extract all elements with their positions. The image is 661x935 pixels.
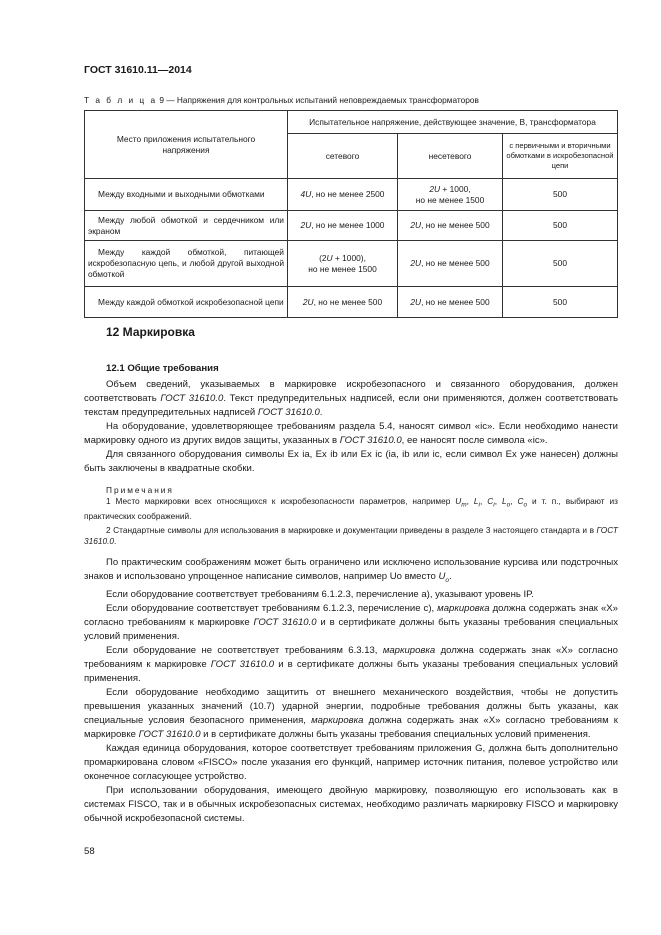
paragraph: Если оборудование необходимо защитить от внешнего механического воздействия, чтобы не допустить превышения указанных значений (10.7) ударной энергии, подробные требования должны быть указаны, как специальные условия безопасного применения, маркировка должна содержать знак «X» согласно требованиям к маркировке ГОСТ 31610.0 и в сертификате должны быть указаны требования специальных условий применения. [84,686,618,740]
row-is-value: 500 [503,179,618,211]
row-mains-value: 2U, но не менее 500 [288,287,398,318]
table-row [85,179,618,211]
paragraph: На оборудование, удовлетворяющее требованиям раздела 5.4, наносят символ «ic». Если необходимо нанести маркировку одного из других видов защиты, указанных в ГОСТ 31610.0, ее наносят после символа «ic». [84,421,618,446]
paragraph: Каждая единица оборудования, которое соответствует требованиям приложения G, должна быть дополнительно промаркирована словом «FISCO» после указания его функций, например источник питания, полевое устройство или оконечное согласующее устройство. [84,742,618,782]
row-mains-value: 4U, но не менее 2500 [288,179,398,211]
row-is-value: 500 [503,211,618,241]
table-row [85,241,618,287]
paragraph: Объем сведений, указываемых в маркировке искробезопасного и связанного оборудования, должен соответствовать ГОСТ 31610.0. Текст предупредительных надписей, если они применяются, должен соответствовать текстам предупредительных надписей ГОСТ 31610.0. [84,379,619,418]
header-non-mains: несетевого [398,134,503,179]
row-mains-value: 2U, но не менее 1000 [288,211,398,241]
document-id: ГОСТ 31610.11—2014 [84,64,192,76]
paragraph: Если оборудование соответствует требованиям 6.1.2.3, перечисление a), указывают уровень IP. [106,588,534,600]
voltage-table [84,110,618,318]
table-caption-label: Т а б л и ц а [84,95,158,105]
paragraph: Для связанного оборудования символы Ex ia, Ex ib или Ex ic (ia, ib или ic, если символ Ex уже нанесен) должны быть заключены в квадратные скобки. [84,449,618,474]
table-caption-text: 9 — Напряжения для контрольных испытаний неповреждаемых трансформаторов [157,95,479,105]
body-text [84,378,618,826]
table-row [85,287,618,318]
header-voltage-group: Испытательное напряжение, действующее значение, В, трансформатора [288,111,618,134]
row-non-mains-value: 2U + 1000, но не менее 1500 [398,179,503,211]
row-location: Между входными и выходными обмотками [85,179,288,211]
notes-heading: Примечания [106,485,174,495]
paragraph: Если оборудование соответствует требованиям 6.1.2.3, перечисление c), маркировка должна содержать знак «X» согласно требованиям к маркировке ГОСТ 31610.0 и в сертификате должны быть указаны требования специальных условий применения. [84,602,618,642]
row-non-mains-value: 2U, но не менее 500 [398,241,503,287]
paragraph: По практическим соображениям может быть ограничено или исключено использование курсива или подстрочных знаков и использовано упрощенное написание символов, например Uo вместо $U_o$. [84,556,618,584]
row-location: Между любой обмоткой и сердечником или экраном [85,211,288,241]
row-non-mains-value: 2U, но не менее 500 [398,287,503,318]
header-location: Место приложения испытательного напряжения [85,111,288,179]
page-number: 58 [84,846,95,857]
row-non-mains-value: 2U, но не менее 500 [398,211,503,241]
header-mains: сетевого [288,134,398,179]
row-mains-value: (2U + 1000), но не менее 1500 [288,241,398,287]
table-header-row [85,111,618,134]
note: 1 Место маркировки всех относящихся к искробезопасности параметров, например $U_m$, $L_i$, $C_i$, $L_o$, $C_o$ и т. п., выбирают из практических соображений. [84,496,618,522]
row-is-value: 500 [503,241,618,287]
paragraph: Если оборудование не соответствует требованиям 6.3.13, маркировка должна содержать знак «X» согласно требованиям к маркировке ГОСТ 31610.0 и в сертификате должны быть указаны требования специальных условий применения. [84,644,619,684]
subsection-title: 12.1 Общие требования [106,363,219,374]
section-title: 12 Маркировка [106,325,195,339]
row-location: Между каждой обмоткой, питающей искробезопасную цепь, и любой другой выходной обмоткой [85,241,288,287]
paragraph: При использовании оборудования, имеющего двойную маркировку, позволяющую его использовать как в системах FISCO, так и в обычных искробезопасных системах, необходимо различать маркировку FISCO и маркировку обычной искробезопасной системы. [84,784,618,824]
header-intrinsically-safe: с первичными и вторичными обмотками в искробезопасной цепи [503,134,618,179]
table-row [85,211,618,241]
row-is-value: 500 [503,287,618,318]
note: 2 Стандартные символы для использования в маркировке и документации приведены в разделе 3 настоящего стандарта и в ГОСТ 31610.0. [84,524,618,547]
row-location: Между каждой обмоткой искробезопасной цепи [85,287,288,318]
table-caption [84,95,479,105]
